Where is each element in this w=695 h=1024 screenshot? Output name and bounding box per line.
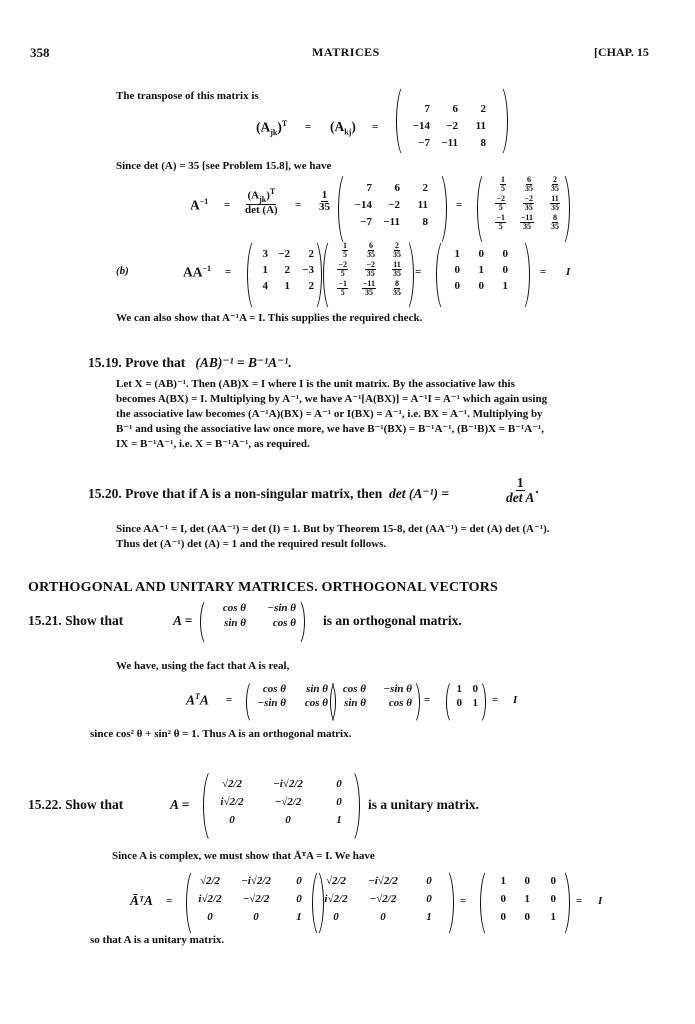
matrix-cell: 1: [500, 875, 506, 887]
matrix-cell: 1: [426, 911, 432, 923]
matrix-cell: 1: [478, 264, 484, 276]
text-line: IX = B⁻¹A⁻¹, i.e. X = B⁻¹A⁻¹, as required.: [116, 438, 310, 450]
matrix-cell: −7: [360, 216, 372, 228]
one-over-35: $\frac{1}{35}$: [319, 189, 330, 213]
real-fact: We have, using the fact that A is real,: [116, 660, 290, 672]
matrix-cell: −3: [302, 264, 314, 276]
section-title: ORTHOGONAL AND UNITARY MATRICES. ORTHOGONAL VECTORS: [28, 580, 499, 595]
matrix-cell: 0: [336, 778, 342, 790]
matrix-cell: 1: [284, 280, 290, 292]
matrix-cell: −2: [278, 248, 290, 260]
equals-sign: =: [225, 266, 232, 278]
matrix-cell: 6: [452, 103, 458, 115]
unitary-conclusion: so that A is a unitary matrix.: [90, 934, 225, 946]
matrix-cell: −2: [446, 120, 458, 132]
fraction-cell: $\frac{-1}{5}$: [338, 279, 347, 297]
equals-sign: =: [224, 199, 231, 211]
matrix-cell: sin θ: [224, 617, 246, 629]
fraction-cell: $\frac{8}{35}$: [551, 213, 559, 231]
equals-sign: =: [305, 121, 312, 133]
matrix-cell: 4: [262, 280, 268, 292]
matrix-cell: cos θ: [262, 683, 286, 695]
matrix-cell: 0: [502, 264, 508, 276]
matrix-cell: 0: [478, 248, 484, 260]
page-number: 358: [30, 45, 50, 60]
fraction-cell: $\frac{-2}{5}$: [338, 260, 347, 278]
equals-sign: =: [226, 694, 233, 706]
check-sentence: We can also show that A⁻¹A = I. This supplies the required check.: [116, 312, 423, 324]
matrix-cell: −sin θ: [257, 697, 286, 709]
running-title: MATRICES: [312, 45, 380, 59]
matrix-cell: −√2/2: [242, 893, 270, 905]
matrix-cell: √2/2: [221, 778, 243, 790]
matrix-cell: cos θ: [342, 683, 366, 695]
matrix-cell: 0: [454, 264, 460, 276]
matrix-cell: 0: [336, 796, 342, 808]
text-line: Thus det (A⁻¹) det (A) = 1 and the required result follows.: [116, 538, 387, 550]
since-det: Since det (A) = 35 [see Problem 15.8], we have: [116, 160, 332, 172]
matrix-cell: 7: [366, 182, 372, 194]
matrix-cell: 0: [229, 814, 235, 826]
matrix-cell: 0: [524, 911, 530, 923]
matrix-cell: √2/2: [325, 875, 347, 887]
fraction-cell: $\frac{-11}{35}$: [520, 213, 533, 231]
matrix-cell: i√2/2: [220, 796, 244, 808]
matrix-cell: 2: [480, 103, 486, 115]
matrix-cell: 0: [296, 893, 302, 905]
matrix-cell: sin θ: [306, 683, 328, 695]
matrix-cell: 1: [296, 911, 302, 923]
transpose-lhs: $(A_{jk})^T$: [256, 119, 288, 138]
matrix-cell: i√2/2: [324, 893, 348, 905]
matrix-cell: 8: [422, 216, 428, 228]
text-line: Since AA⁻¹ = I, det (AA⁻¹) = det (I) = 1. But by Theorem 15-8, det (AA⁻¹) = det (A) det (A⁻¹).: [116, 523, 550, 535]
matrix-cell: cos θ: [222, 602, 246, 614]
fraction-cell: $\frac{11}{35}$: [393, 260, 401, 278]
matrix-cell: cos θ: [272, 617, 296, 629]
text-line: the associative law becomes (A⁻¹A)(BX) = A⁻¹ or I(BX) = A⁻¹, i.e. BX = A⁻¹. Multiplying by: [116, 408, 543, 420]
matrix-cell: 0: [207, 911, 213, 923]
atA-lhs: $A^TA$: [186, 692, 209, 708]
problem-15-20-body: [116, 522, 550, 552]
problem-15-20-heading: 15.20. Prove that if A is a non-singular matrix, then det (A⁻¹) =: [88, 486, 450, 501]
fraction-cell: $\frac{-2}{5}$: [496, 194, 505, 212]
matrix-cell: 0: [550, 875, 556, 887]
matrix-cell: −7: [418, 137, 430, 149]
one-over-det-a: $\frac{1}{\text{det A}}$ .: [506, 475, 539, 505]
matrix-cell: 11: [417, 199, 428, 211]
equals-sign: =: [460, 895, 467, 907]
fraction-cell: $\frac{-2}{35}$: [366, 260, 375, 278]
matrix-cell: 8: [480, 137, 486, 149]
text-line: becomes A(BX) = I. Multiplying by A⁻¹, we have A⁻¹[A(BX)] = A⁻¹I = A⁻¹ which again using: [116, 393, 548, 405]
matrix-cell: 0: [333, 911, 339, 923]
fraction-cell: $\frac{6}{35}$: [525, 175, 533, 193]
matrix-cell: 0: [454, 280, 460, 292]
matrix-cell: −√2/2: [274, 796, 302, 808]
matrix-cell: 0: [524, 875, 530, 887]
matrix-cell: cos θ: [388, 697, 412, 709]
equals-sign: =: [540, 266, 547, 278]
matrix-cell: 1: [336, 814, 342, 826]
identity-symbol: I: [598, 895, 603, 907]
abarA-lhs: ĀᵀA: [130, 893, 153, 908]
matrix-cell: 11: [475, 120, 486, 132]
matrix-cell: 1: [524, 893, 530, 905]
unitary-claim: is a unitary matrix.: [368, 797, 479, 812]
matrix-cell: −i√2/2: [241, 875, 271, 887]
a-equals: A =: [173, 613, 193, 628]
transpose-intro: The transpose of this matrix is: [116, 90, 259, 102]
inverse-lhs: $A^{-1}$: [190, 197, 209, 213]
equals-sign: =: [424, 694, 431, 706]
matrix-cell: −sin θ: [383, 683, 412, 695]
fraction-cell: $\frac{1}{5}$: [501, 175, 505, 193]
fraction-cell: $\frac{6}{35}$: [367, 241, 375, 259]
matrix-cell: 2: [422, 182, 428, 194]
matrix-cell: 0: [285, 814, 291, 826]
matrix-cell: −11: [441, 137, 458, 149]
matrix-cell: 3: [262, 248, 268, 260]
fraction-cell: $\frac{2}{35}$: [551, 175, 559, 193]
matrix-cell: 0: [502, 248, 508, 260]
matrix-cell: 0: [550, 893, 556, 905]
complex-statement: Since A is complex, we must show that ĀᵀA = I. We have: [112, 850, 375, 862]
adjoint-fraction: $\frac{(A_{jk})^T}{\det (A)}$: [245, 187, 278, 216]
matrix-cell: 6: [394, 182, 400, 194]
matrix-cell: cos θ: [304, 697, 328, 709]
matrix-cell: 0: [472, 683, 478, 695]
matrix-cell: 2: [308, 280, 314, 292]
matrix-cell: i√2/2: [198, 893, 222, 905]
matrix-cell: −14: [412, 120, 430, 132]
matrix-cell: 0: [253, 911, 259, 923]
matrix-cell: −i√2/2: [368, 875, 398, 887]
matrix-cell: −14: [354, 199, 372, 211]
problem-15-19-heading: 15.19. Prove that (AB)⁻¹ = B⁻¹A⁻¹.: [88, 355, 292, 370]
matrix-cell: 1: [456, 683, 462, 695]
matrix-cell: 2: [308, 248, 314, 260]
matrix-cell: 0: [426, 875, 432, 887]
matrix-cell: −11: [383, 216, 400, 228]
equals-sign: =: [492, 694, 499, 706]
matrix-cell: 0: [500, 911, 506, 923]
equals-sign: =: [295, 199, 302, 211]
transpose-mid: $(A_{kj})$: [330, 119, 356, 137]
fraction-cell: $\frac{-2}{35}$: [524, 194, 533, 212]
text-line: B⁻¹ and using the associative law once more, we have B⁻¹(BX) = B⁻¹A⁻¹, (B⁻¹B)X = B⁻¹A⁻¹,: [116, 423, 545, 435]
fraction-cell: $\frac{-1}{5}$: [496, 213, 505, 231]
matrix-cell: −sin θ: [267, 602, 296, 614]
identity-symbol: I: [566, 266, 571, 278]
matrix-cell: 1: [550, 911, 556, 923]
fraction-cell: $\frac{1}{5}$: [343, 241, 347, 259]
matrix-cell: 7: [424, 103, 430, 115]
problem-15-21-heading: 15.21. Show that: [28, 613, 124, 628]
aa-inverse-lhs: $AA^{-1}$: [183, 264, 212, 280]
matrix-cell: √2/2: [199, 875, 221, 887]
orthogonal-conclusion: since cos² θ + sin² θ = 1. Thus A is an orthogonal matrix.: [90, 728, 352, 740]
equals-sign: =: [166, 895, 173, 907]
text-line: Let X = (AB)⁻¹. Then (AB)X = I where I is the unit matrix. By the associative law this: [116, 378, 515, 390]
equals-sign: =: [372, 121, 379, 133]
matrix-cell: 1: [262, 264, 268, 276]
matrix-cell: 2: [284, 264, 290, 276]
chapter-label: [CHAP. 15: [594, 45, 649, 59]
fraction-cell: $\frac{8}{35}$: [393, 279, 401, 297]
matrix-cell: 0: [500, 893, 506, 905]
matrix-cell: 1: [472, 697, 478, 709]
matrix-cell: 1: [502, 280, 508, 292]
equals-sign: =: [415, 266, 422, 278]
identity-symbol: I: [513, 694, 518, 706]
matrix-cell: 0: [380, 911, 386, 923]
part-b-label: (b): [116, 265, 129, 277]
matrix-cell: −i√2/2: [273, 778, 303, 790]
fraction-cell: $\frac{-11}{35}$: [362, 279, 375, 297]
matrix-cell: −√2/2: [369, 893, 397, 905]
matrix-cell: 1: [454, 248, 460, 260]
matrix-cell: 0: [456, 697, 462, 709]
a-equals: A =: [170, 797, 190, 812]
orthogonal-claim: is an orthogonal matrix.: [323, 613, 462, 628]
matrix-cell: sin θ: [344, 697, 366, 709]
fraction-cell: $\frac{11}{35}$: [551, 194, 559, 212]
matrix-cell: −2: [388, 199, 400, 211]
equals-sign: =: [456, 199, 463, 211]
matrix-cell: 0: [478, 280, 484, 292]
equals-sign: =: [576, 895, 583, 907]
problem-15-19-body: [116, 377, 547, 452]
fraction-cell: $\frac{2}{35}$: [393, 241, 401, 259]
matrix-cell: 0: [426, 893, 432, 905]
problem-15-22-heading: 15.22. Show that: [28, 797, 124, 812]
matrix-cell: 0: [296, 875, 302, 887]
